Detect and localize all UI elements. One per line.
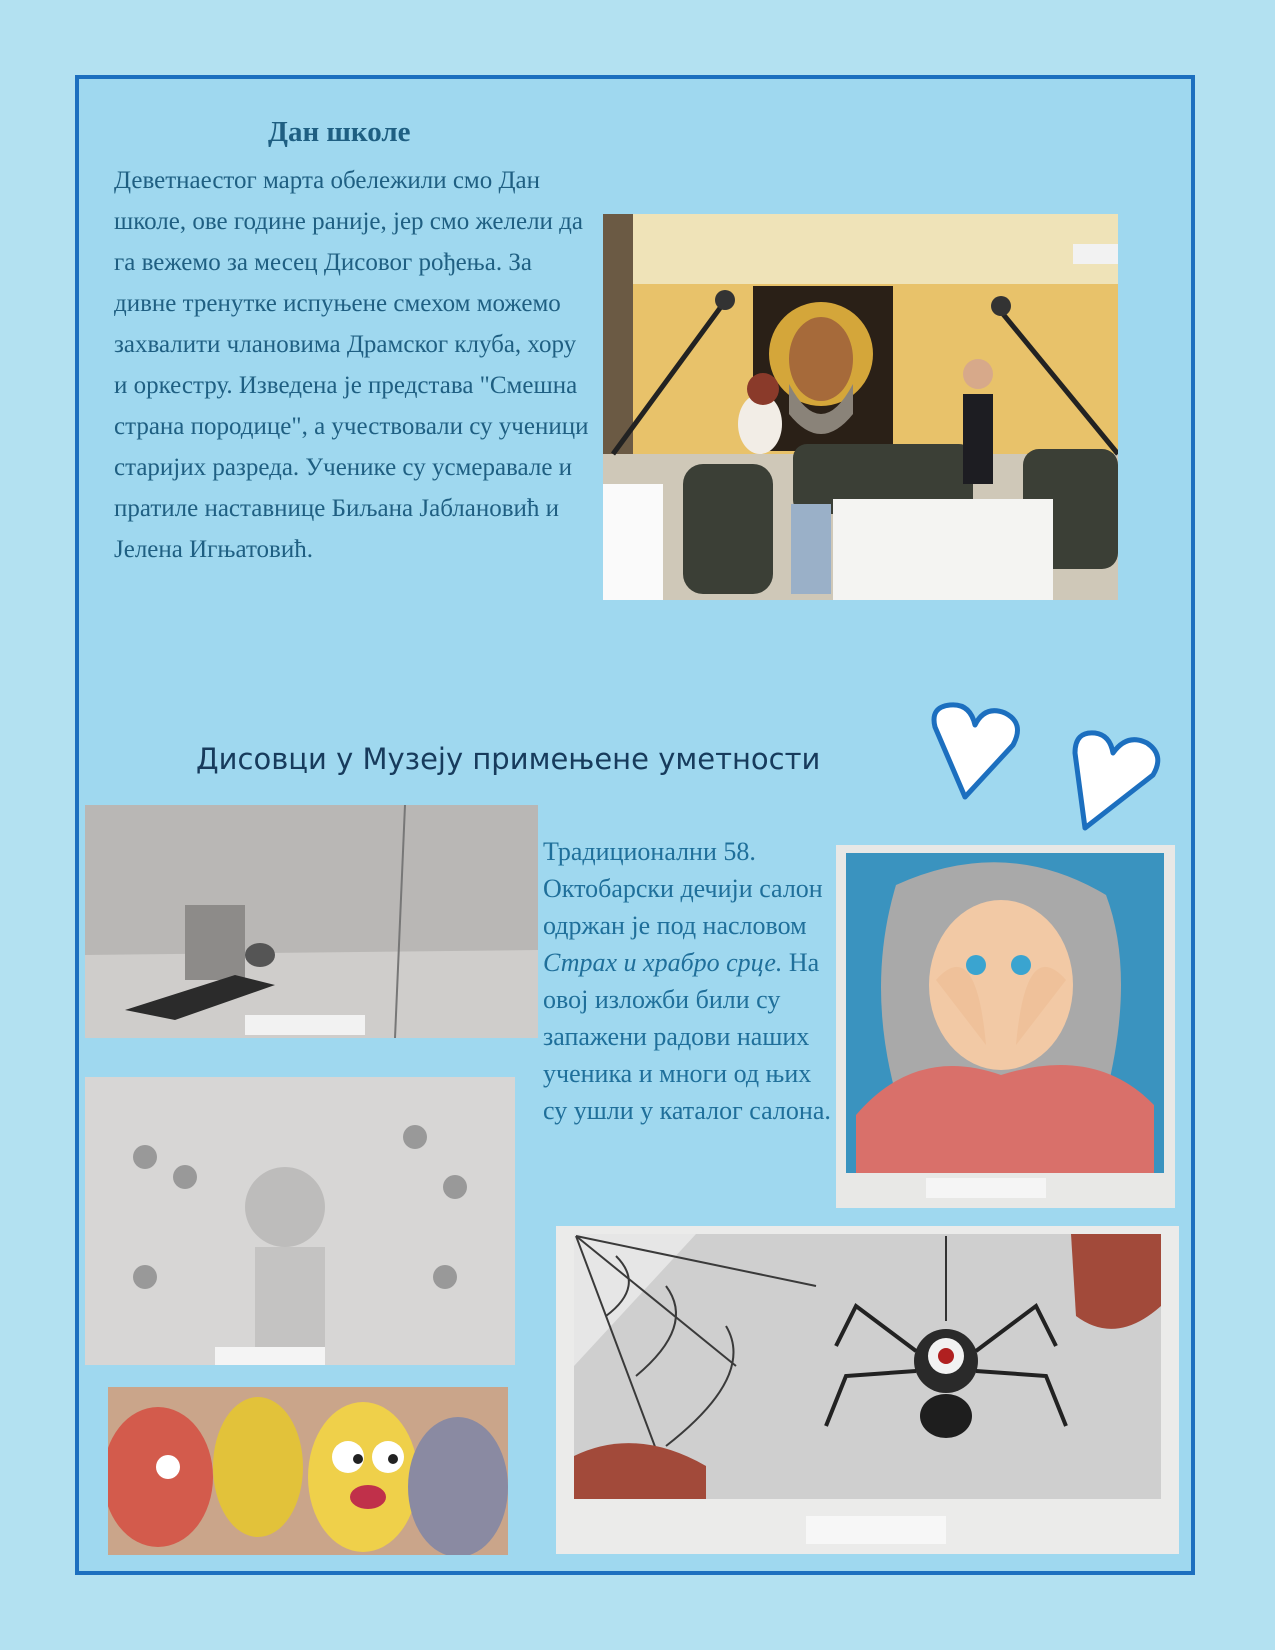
drawing-spider [556, 1226, 1179, 1554]
museum-paragraph-part2: На овој изложби били су запажени радови наших ученика и многи од њих су ушли у каталог салона. [543, 948, 831, 1125]
drawing-cartoon-faces [108, 1387, 508, 1555]
school-day-paragraph: Деветнаестог марта обележили смо Дан школе, ове године раније, јер смо желели да га вежемо за месец Дисовог рођења. За дивне тренутке испуњене смехом можемо захвалити члановима Драмског клуба, хору и оркестру. Изведена је представа "Смешна страна породице", а учествовали су ученици старијих разреда. Ученике су усмеравале и пратиле наставнице Биљана Јаблановић и Јелена Игњатовић. [114, 167, 589, 563]
heart-outline-icon [925, 697, 1035, 812]
section-title-museum: Дисовци у Музеју примењене уметности [196, 742, 821, 776]
drawing-pencil-room [85, 805, 538, 1038]
section-title-school-day: Дан школе [268, 116, 411, 148]
drawing-pencil-figures [85, 1077, 515, 1365]
school-day-photo [603, 214, 1118, 600]
museum-paragraph [543, 833, 835, 1129]
heart-outline-icon [1065, 723, 1175, 838]
museum-paragraph-italic: Страх и храбро срце. [543, 948, 783, 977]
museum-paragraph-part1: Традиционални 58. Октобарски дечији салон одржан је под насловом [543, 837, 823, 940]
drawing-frightened-face [836, 845, 1175, 1208]
